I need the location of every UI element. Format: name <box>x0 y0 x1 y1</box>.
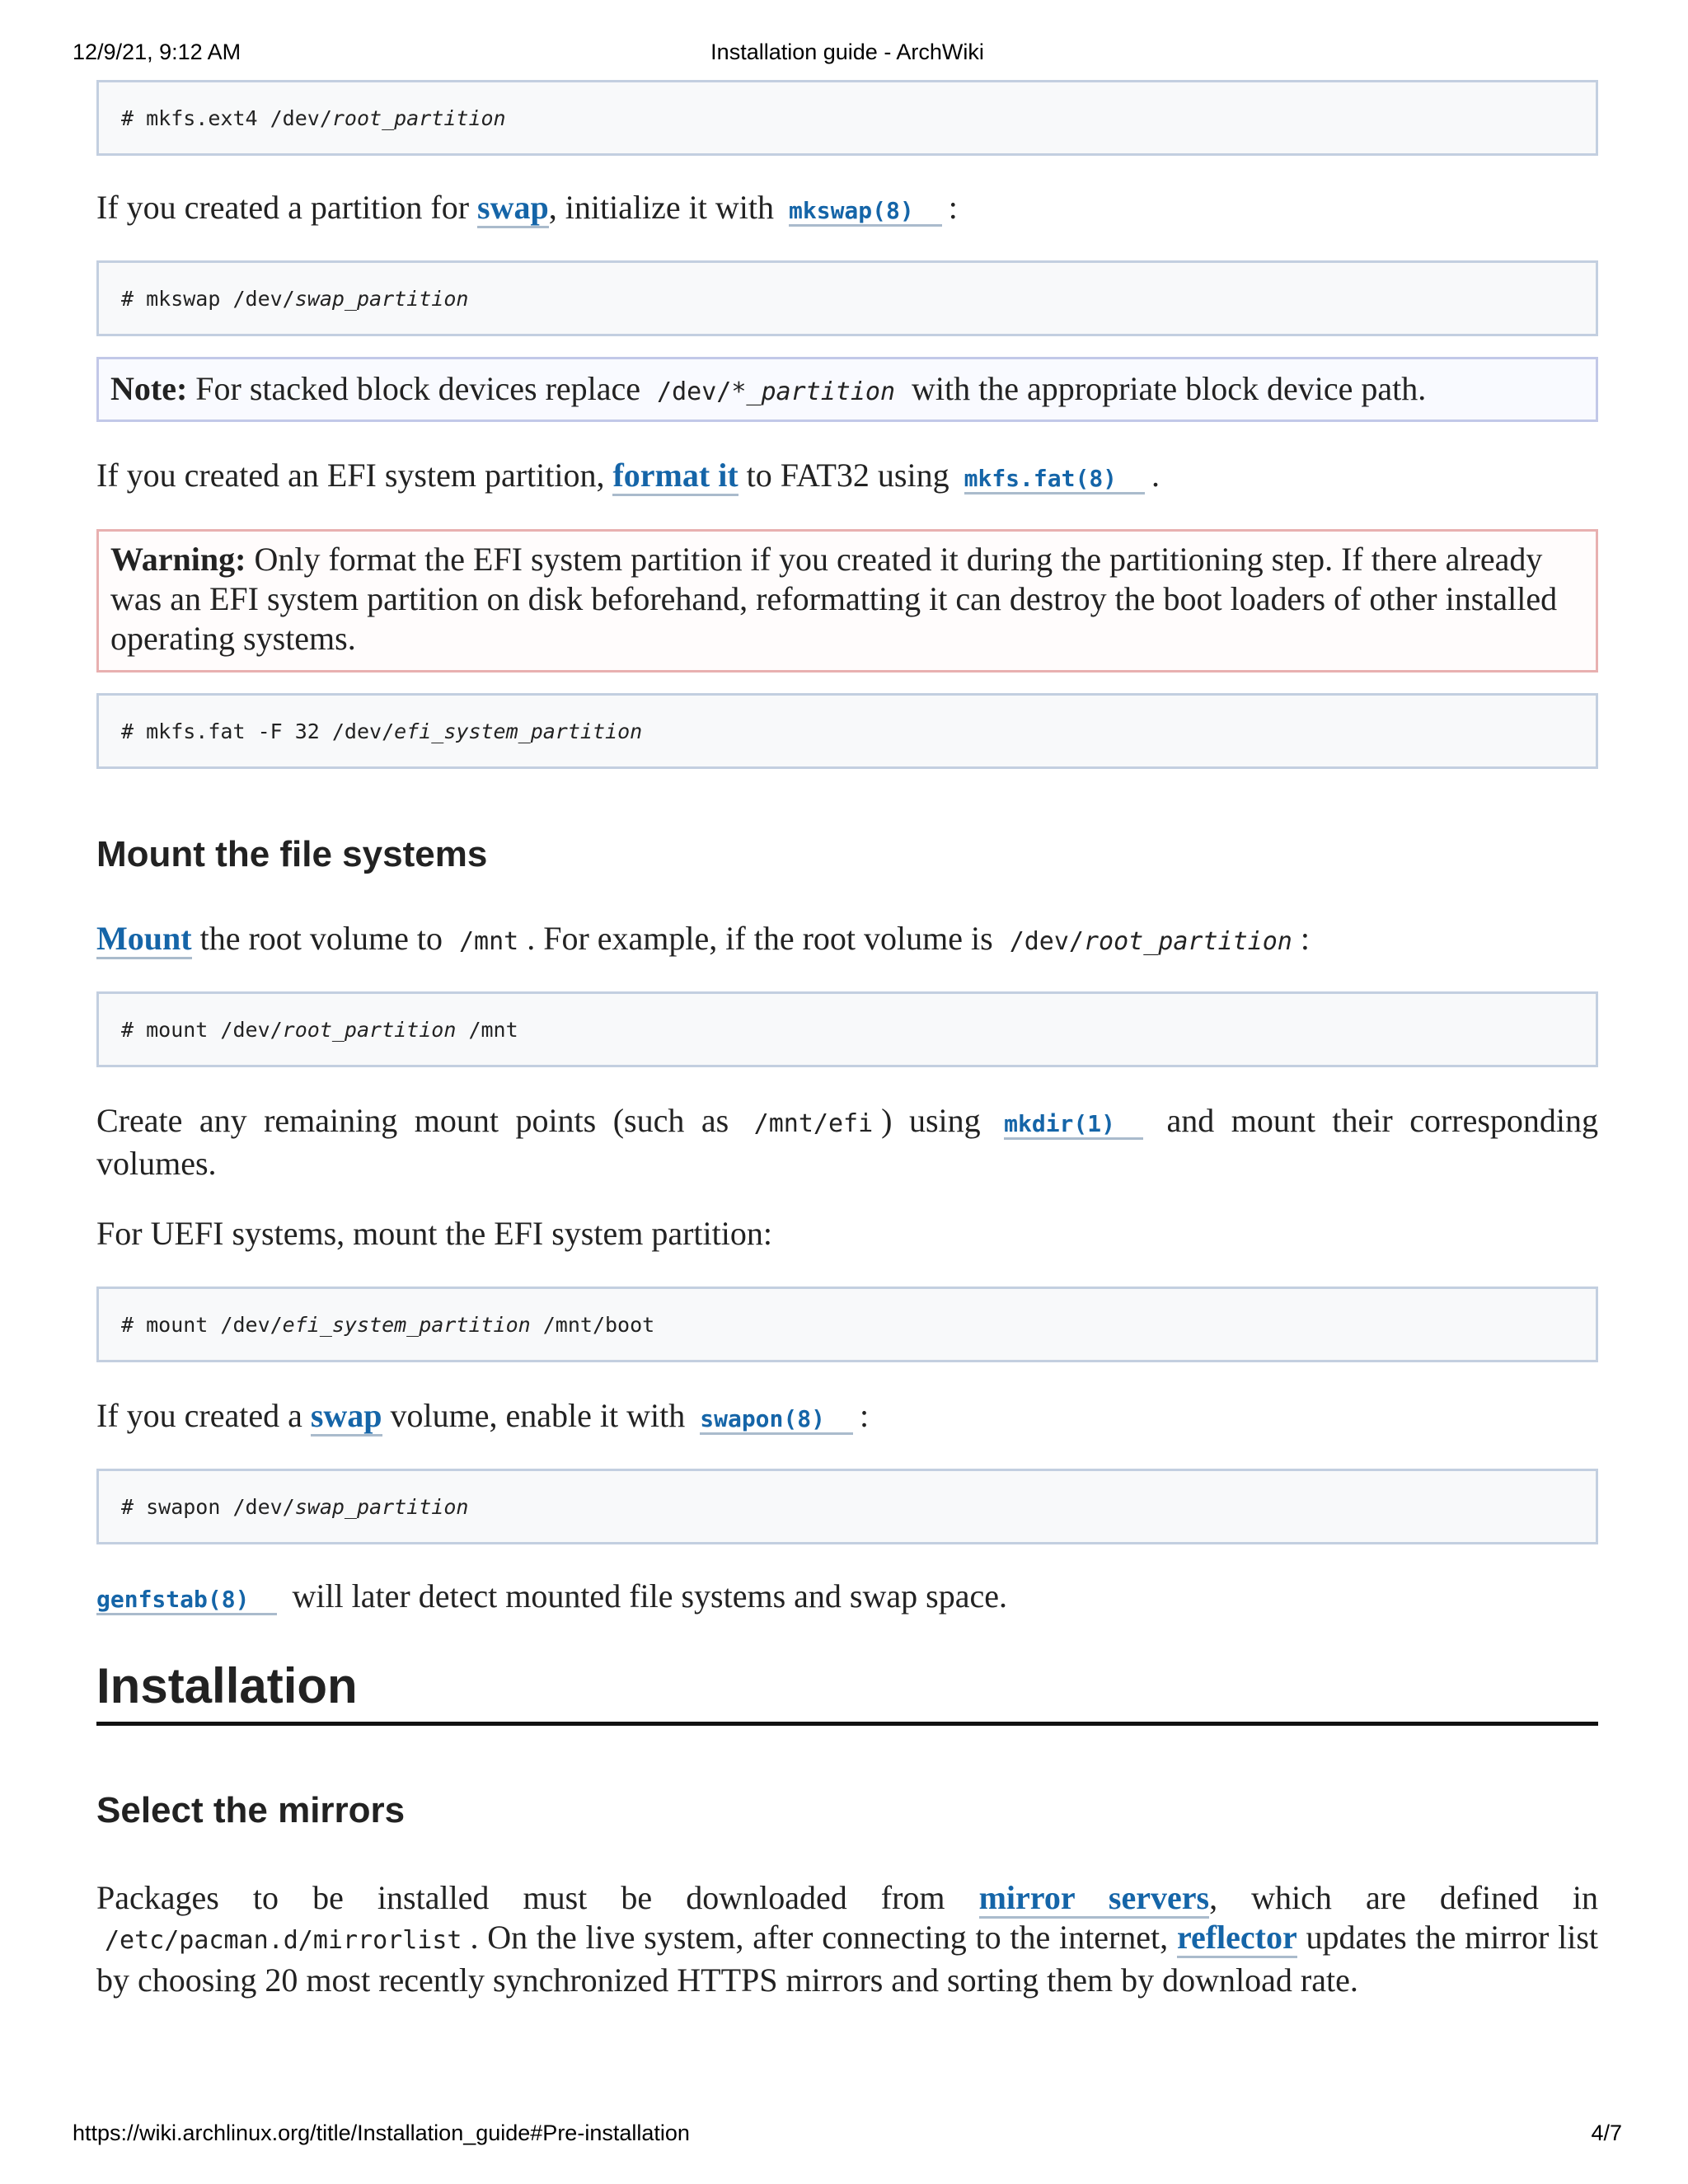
warning-label: Warning: <box>110 541 246 578</box>
code-block-mount-efi: # mount /dev/ efi_system_partition /mnt/boot <box>96 1286 1598 1362</box>
genfstab-man-link[interactable]: genfstab(8) <box>96 1586 277 1615</box>
print-header <box>73 40 1622 73</box>
note-box: Note: For stacked block devices replace /dev/*_partition with the appropriate block device path. <box>96 357 1598 422</box>
code-block-mkfs-ext4: # mkfs.ext4 /dev/ root_partition <box>96 80 1598 156</box>
code-block-swapon: # swapon /dev/ swap_partition <box>96 1469 1598 1544</box>
swap-link[interactable]: swap <box>477 189 549 228</box>
code-block-mount-root: # mount /dev/ root_partition /mnt <box>96 991 1598 1067</box>
create-paragraph: Create any remaining mount points (such as /mnt/efi ) using mkdir(1) and mount their corresponding volumes. <box>96 1102 1599 1182</box>
note-code: /dev/*_partition <box>657 377 896 406</box>
efi-paragraph: If you created an EFI system partition, format it to FAT32 using mkfs.fat(8) . <box>96 456 1598 499</box>
mirrors-heading-wrap <box>96 1790 1598 1831</box>
mkfs-fat-man-link[interactable]: mkfs.fat(8) <box>964 465 1145 494</box>
swap-paragraph: If you created a partition for swap, initialize it with mkswap(8) : <box>96 188 1598 231</box>
mirror-servers-link[interactable]: mirror servers <box>979 1879 1209 1919</box>
print-date: 12/9/21, 9:12 AM <box>73 40 241 64</box>
mkdir-man-link[interactable]: mkdir(1) <box>1004 1110 1143 1140</box>
mirrors-heading: Select the mirrors <box>96 1790 406 1830</box>
format-it-link[interactable]: format it <box>612 457 738 496</box>
mkswap-man-link[interactable]: mkswap(8) <box>789 197 942 227</box>
print-footer <box>73 2121 1622 2154</box>
reflector-link[interactable]: reflector <box>1177 1919 1297 1958</box>
installation-heading: Installation <box>96 1658 358 1713</box>
note-label: Note: <box>110 370 188 407</box>
genfstab-paragraph: genfstab(8) will later detect mounted file systems and swap space. <box>96 1577 1007 1615</box>
mount-link[interactable]: Mount <box>96 920 192 959</box>
warning-box: Warning: Only format the EFI system partition if you created it during the partitioning step. If there already was an EFI system partition on disk beforehand, reformatting it can destroy the boot loaders of other installed operating systems. <box>96 529 1598 673</box>
installation-heading-rule <box>96 1722 1598 1726</box>
mirrors-paragraph: Packages to be installed must be downloaded from mirror servers, which are defined in /etc/pacman.d/mirrorlist . On the live system, after connecting to the internet, reflector updates the mirror list by choosing 20 most recently synchronized HTTPS mirrors and sorting them by download rate. <box>96 1879 1599 1999</box>
uefi-paragraph: For UEFI systems, mount the EFI system partition: <box>96 1215 772 1252</box>
swapon-paragraph: If you created a swap volume, enable it with swapon(8) : <box>96 1396 1598 1439</box>
mount-heading-wrap <box>96 834 1598 875</box>
swapon-man-link[interactable]: swapon(8) <box>700 1405 853 1435</box>
print-url: https://wiki.archlinux.org/title/Installation_guide#Pre-installation <box>73 2121 690 2145</box>
swap-volume-link[interactable]: swap <box>311 1397 382 1436</box>
code-block-mkfs-fat: # mkfs.fat -F 32 /dev/ efi_system_partition <box>96 693 1598 769</box>
installation-heading-wrap <box>96 1657 1598 1714</box>
mount-paragraph: Mount the root volume to /mnt . For example, if the root volume is /dev/root_partition : <box>96 919 1598 962</box>
print-page-number: 4/7 <box>1591 2121 1622 2145</box>
print-page-title: Installation guide - ArchWiki <box>710 40 984 64</box>
mount-heading: Mount the file systems <box>96 834 488 874</box>
code-block-mkswap: # mkswap /dev/ swap_partition <box>96 260 1598 336</box>
